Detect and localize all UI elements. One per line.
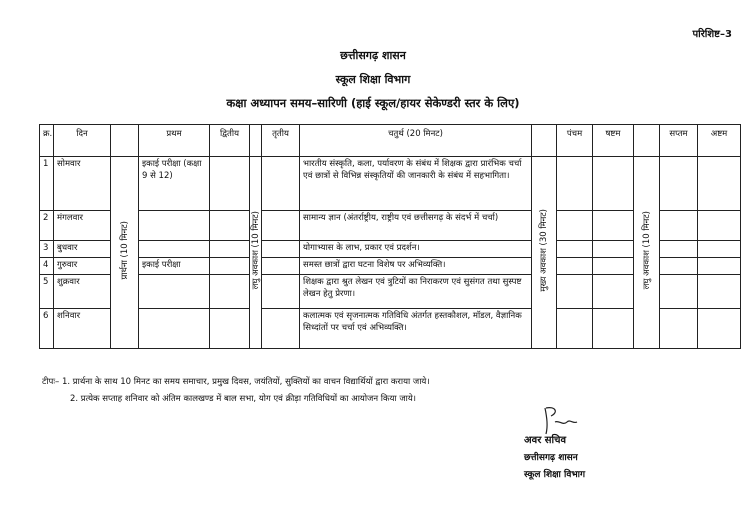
row-third-period — [262, 241, 300, 258]
row-seventh-period — [660, 258, 698, 275]
row-eighth-period — [698, 309, 741, 349]
row-first-period: इकाई परीक्षा — [139, 258, 210, 275]
row-third-period — [262, 275, 300, 309]
col-header-break2 — [634, 125, 660, 157]
timetable — [39, 124, 741, 349]
row-number: 3 — [40, 241, 54, 258]
row-number: 5 — [40, 275, 54, 309]
col-header-sixth: षष्टम — [593, 125, 634, 157]
row-seventh-period — [660, 157, 698, 211]
row-fourth-period: भारतीय संस्कृति, कला, पर्यावरण के संबंध में शिक्षक द्वारा प्रारंभिक चर्चा एवं छात्रों से विभिन्न संस्कृतियों की जानकारी के संबंध में सहभागिता। — [300, 157, 532, 211]
row-sixth-period — [593, 309, 634, 349]
row-second-period — [210, 309, 250, 349]
row-fourth-period: योगाभ्यास के लाभ, प्रकार एवं प्रदर्शन। — [300, 241, 532, 258]
col-header-eighth: अष्टम — [698, 125, 741, 157]
row-eighth-period — [698, 258, 741, 275]
row-day: शुक्रवार — [54, 275, 111, 309]
row-fifth-period — [557, 157, 593, 211]
row-number: 1 — [40, 157, 54, 211]
row-third-period — [262, 309, 300, 349]
row-third-period — [262, 157, 300, 211]
row-seventh-period — [660, 241, 698, 258]
signatory-dept: स्कूल शिक्षा विभाग — [524, 470, 586, 480]
row-sixth-period — [593, 275, 634, 309]
col-header-day: दिन — [54, 125, 111, 157]
row-number: 2 — [40, 211, 54, 241]
row-second-period — [210, 211, 250, 241]
document-title: कक्षा अध्यापन समय–सारिणी (हाई स्कूल/हायर सेकेण्डरी स्तर के लिए) — [226, 96, 520, 110]
row-first-period — [139, 309, 210, 349]
row-day: शनिवार — [54, 309, 111, 349]
row-eighth-period — [698, 275, 741, 309]
row-first-period — [139, 241, 210, 258]
annex-label: परिशिष्ट–3 — [692, 29, 732, 40]
col-header-lunch — [532, 125, 557, 157]
note-2: 2. प्रत्येक सप्ताह शनिवार को अंतिम कालखण्ड में बाल सभा, योग एवं क्रीड़ा गतिविधियों का आयोजन किया जाये। — [70, 394, 416, 404]
signatory-govt: छत्तीसगढ़ शासन — [524, 453, 578, 463]
col-header-second: द्वितीय — [210, 125, 250, 157]
col-header-fourth: चतुर्थ (20 मिनट) — [300, 125, 532, 157]
row-day: सोमवार — [54, 157, 111, 211]
row-day: गुरुवार — [54, 258, 111, 275]
short-break-label-1: लघु अवकाश (10 मिनट) — [251, 211, 261, 290]
row-fourth-period: सामान्य ज्ञान (अंतर्राष्ट्रीय, राष्ट्रीय एवं छत्तीसगढ़ के संदर्भ में चर्चा) — [300, 211, 532, 241]
row-fifth-period — [557, 309, 593, 349]
row-sixth-period — [593, 157, 634, 211]
note-1: टीपः– 1. प्रार्थना के साथ 10 मिनट का समय समाचार, प्रमुख दिवस, जयंतियों, सुक्तियों का वाचन विद्यार्थियों द्वारा कराया जाये। — [42, 377, 430, 387]
row-first-period: इकाई परीक्षा (कक्षा 9 से 12) — [139, 157, 210, 211]
row-seventh-period — [660, 275, 698, 309]
col-header-break1 — [250, 125, 262, 157]
row-fourth-period: समस्त छात्रों द्वारा घटना विशेष पर अभिव्यक्ति। — [300, 258, 532, 275]
row-number: 6 — [40, 309, 54, 349]
row-fourth-period: कलात्मक एवं सृजनात्मक गतिविधि अंतर्गत हस्तकौशल, मॉडल, वैज्ञानिक सिध्दांतों पर चर्चा एवं अभिव्यक्ति। — [300, 309, 532, 349]
short-break-column-2 — [634, 157, 660, 349]
row-number: 4 — [40, 258, 54, 275]
row-day: मंगलवार — [54, 211, 111, 241]
department-heading: स्कूल शिक्षा विभाग — [335, 73, 411, 86]
row-seventh-period — [660, 309, 698, 349]
govt-heading: छत्तीसगढ़ शासन — [340, 49, 406, 62]
row-fifth-period — [557, 211, 593, 241]
table-header-row — [40, 125, 741, 157]
row-sixth-period — [593, 258, 634, 275]
col-header-prayer — [111, 125, 139, 157]
row-second-period — [210, 258, 250, 275]
row-eighth-period — [698, 211, 741, 241]
row-day: बुधवार — [54, 241, 111, 258]
lunch-column — [532, 157, 557, 349]
row-second-period — [210, 275, 250, 309]
col-header-no: क्र. — [40, 125, 54, 157]
col-header-fifth: पंचम — [557, 125, 593, 157]
row-fifth-period — [557, 275, 593, 309]
row-seventh-period — [660, 211, 698, 241]
prayer-column — [111, 157, 139, 349]
row-fourth-period: शिक्षक द्वारा श्रुत लेखन एवं त्रुटियों का निराकरण एवं सुसंगत तथा सुस्पष्ट लेखन हेतु प्रेरणा। — [300, 275, 532, 309]
short-break-label-2: लघु अवकाश (10 मिनट) — [641, 211, 652, 290]
col-header-seventh: सप्तम — [660, 125, 698, 157]
short-break-column-1 — [250, 157, 262, 349]
row-first-period — [139, 275, 210, 309]
row-fifth-period — [557, 258, 593, 275]
table-row — [40, 157, 741, 211]
prayer-label: प्रार्थना (10 मिनट) — [119, 221, 130, 280]
col-header-third: तृतीय — [262, 125, 300, 157]
row-eighth-period — [698, 157, 741, 211]
row-sixth-period — [593, 211, 634, 241]
row-fifth-period — [557, 241, 593, 258]
row-sixth-period — [593, 241, 634, 258]
signatory-title: अवर सचिव — [524, 435, 567, 446]
row-first-period — [139, 211, 210, 241]
row-eighth-period — [698, 241, 741, 258]
row-third-period — [262, 211, 300, 241]
row-second-period — [210, 241, 250, 258]
lunch-label: मुख्य अवकाश (30 मिनट) — [539, 209, 549, 292]
row-third-period — [262, 258, 300, 275]
row-second-period — [210, 157, 250, 211]
col-header-first: प्रथम — [139, 125, 210, 157]
